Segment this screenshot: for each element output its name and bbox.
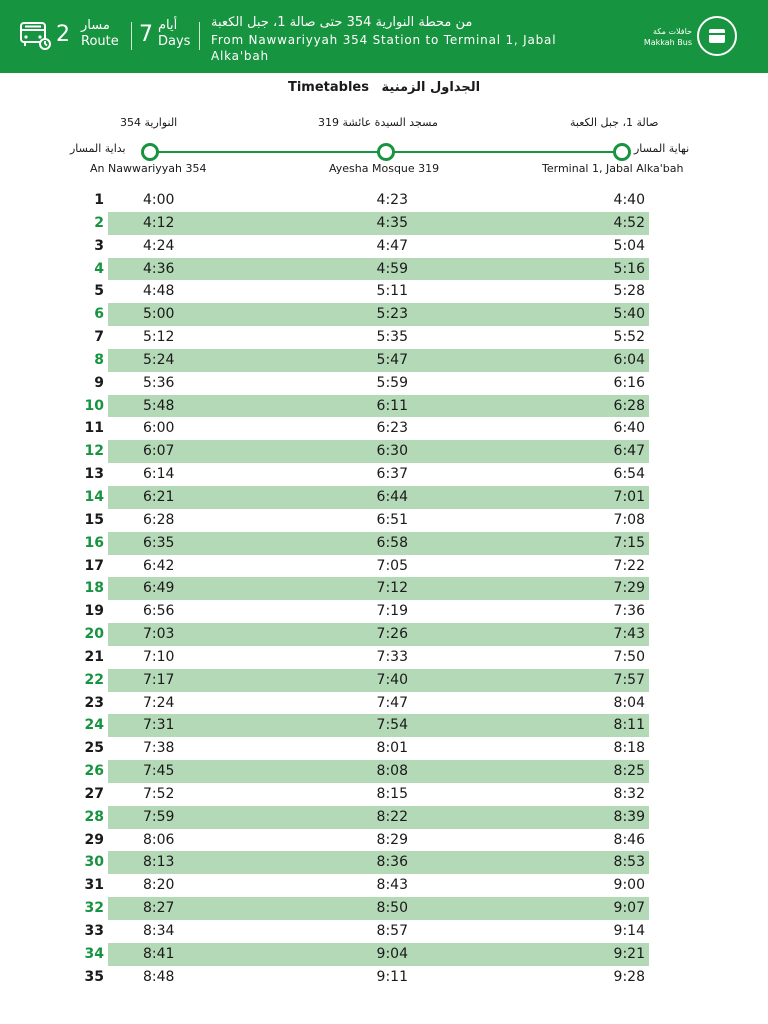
table-row — [0, 760, 768, 783]
time-middle-stop: 8:50 — [376, 900, 408, 917]
days-label-en: Days — [158, 34, 191, 49]
time-middle-stop: 5:11 — [376, 283, 408, 300]
time-start-stop: 7:17 — [143, 671, 175, 688]
time-start-stop: 4:00 — [143, 192, 175, 208]
time-end-stop: 9:00 — [613, 877, 645, 894]
table-row — [0, 303, 768, 326]
time-middle-stop: 8:29 — [376, 831, 408, 848]
route-label — [81, 18, 119, 50]
trip-number: 20 — [84, 626, 104, 643]
time-start-stop: 6:21 — [143, 488, 175, 505]
time-start-stop: 4:24 — [143, 237, 175, 254]
trip-number: 16 — [84, 534, 104, 551]
stop-marker — [141, 143, 159, 161]
time-start-stop: 8:41 — [143, 945, 175, 962]
time-end-stop: 7:43 — [613, 626, 645, 643]
days-label-ar: أيام — [158, 18, 178, 33]
time-start-stop: 5:12 — [143, 329, 175, 346]
table-row — [0, 235, 768, 258]
time-start-stop: 6:00 — [143, 420, 175, 437]
trip-number: 14 — [84, 488, 104, 505]
stop-marker — [377, 143, 395, 161]
trip-number: 28 — [84, 808, 104, 825]
time-end-stop: 5:16 — [613, 260, 645, 277]
header-bar — [0, 0, 768, 73]
time-middle-stop: 7:26 — [376, 626, 408, 643]
time-middle-stop: 4:23 — [376, 192, 408, 208]
time-start-stop: 8:27 — [143, 900, 175, 917]
table-row — [0, 555, 768, 578]
stop-name-ar: 319 مسجد السيدة عائشة — [318, 116, 438, 129]
table-row — [0, 258, 768, 281]
time-middle-stop: 4:59 — [376, 260, 408, 277]
trip-number: 18 — [84, 580, 104, 597]
brand-name — [644, 26, 692, 48]
stop-name-en: An Nawwariyyah 354 — [90, 162, 207, 175]
time-end-stop: 8:11 — [613, 717, 645, 734]
time-end-stop: 6:16 — [613, 374, 645, 391]
trip-number: 4 — [94, 260, 104, 277]
table-row — [0, 920, 768, 943]
table-row — [0, 783, 768, 806]
table-row — [0, 806, 768, 829]
stop-name-ar: صالة 1، جبل الكعبة — [570, 116, 659, 129]
time-end-stop: 7:29 — [613, 580, 645, 597]
time-middle-stop: 8:43 — [376, 877, 408, 894]
time-end-stop: 6:47 — [613, 443, 645, 460]
time-start-stop: 8:34 — [143, 923, 175, 939]
brand-name-en: Makkah Bus — [643, 38, 692, 47]
time-end-stop: 5:40 — [613, 306, 645, 323]
time-middle-stop: 4:35 — [376, 214, 408, 231]
trip-number: 17 — [84, 557, 104, 574]
table-row — [0, 829, 768, 852]
time-middle-stop: 6:37 — [376, 466, 408, 483]
time-start-stop: 7:31 — [143, 717, 175, 734]
time-end-stop: 7:22 — [613, 557, 645, 574]
trip-number: 3 — [94, 237, 104, 254]
time-end-stop: 8:18 — [613, 740, 645, 757]
brand-name-ar: حافلات مكة — [652, 27, 692, 36]
time-middle-stop: 7:40 — [376, 671, 408, 688]
time-start-stop: 5:36 — [143, 374, 175, 391]
time-end-stop: 9:07 — [613, 900, 645, 917]
time-middle-stop: 6:51 — [376, 511, 408, 528]
table-row — [0, 486, 768, 509]
time-end-stop: 8:39 — [613, 808, 645, 825]
time-end-stop: 7:36 — [613, 603, 645, 620]
trip-number: 21 — [84, 648, 104, 665]
header-divider — [199, 22, 200, 50]
page-title-en: Timetables — [287, 80, 369, 95]
time-start-stop: 4:48 — [143, 283, 175, 300]
table-row — [0, 463, 768, 486]
trip-number: 6 — [94, 306, 104, 323]
table-row — [0, 440, 768, 463]
time-start-stop: 8:06 — [143, 831, 175, 848]
time-middle-stop: 7:05 — [376, 557, 408, 574]
trip-number: 1 — [94, 192, 104, 208]
time-start-stop: 6:14 — [143, 466, 175, 483]
time-end-stop: 8:04 — [613, 694, 645, 711]
trip-number: 19 — [84, 603, 104, 620]
route-start-label: بداية المسار — [70, 142, 126, 155]
trip-number: 13 — [84, 466, 104, 483]
time-start-stop: 7:52 — [143, 785, 175, 802]
time-start-stop: 7:03 — [143, 626, 175, 643]
kaaba-logo-icon — [697, 16, 737, 56]
table-row — [0, 372, 768, 395]
table-row — [0, 897, 768, 920]
stop-name-en: Terminal 1, Jabal Alka'bah — [542, 162, 684, 175]
time-middle-stop: 5:59 — [376, 374, 408, 391]
route-end-label: نهاية المسار — [634, 142, 690, 155]
table-row — [0, 692, 768, 715]
route-number: 2 — [56, 22, 70, 47]
table-row — [0, 417, 768, 440]
time-middle-stop: 7:47 — [376, 694, 408, 711]
time-middle-stop: 7:12 — [376, 580, 408, 597]
header-divider — [131, 22, 132, 50]
trip-number: 25 — [84, 740, 104, 757]
time-middle-stop: 9:04 — [376, 945, 408, 962]
time-start-stop: 6:56 — [143, 603, 175, 620]
time-start-stop: 8:13 — [143, 854, 175, 871]
stop-name-ar: النوارية 354 — [120, 116, 178, 129]
time-end-stop: 5:52 — [613, 329, 645, 346]
trip-number: 27 — [84, 785, 104, 802]
time-end-stop: 6:04 — [613, 351, 645, 368]
time-middle-stop: 6:11 — [376, 397, 408, 414]
table-row — [0, 577, 768, 600]
table-row — [0, 714, 768, 737]
time-middle-stop: 7:54 — [376, 717, 408, 734]
table-row — [0, 646, 768, 669]
time-middle-stop: 8:01 — [376, 740, 408, 757]
time-end-stop: 7:15 — [613, 534, 645, 551]
time-start-stop: 7:24 — [143, 694, 175, 711]
time-end-stop: 9:28 — [613, 968, 645, 985]
time-end-stop: 4:40 — [613, 192, 645, 208]
time-end-stop: 6:54 — [613, 466, 645, 483]
trip-number: 8 — [94, 351, 104, 368]
time-end-stop: 6:28 — [613, 397, 645, 414]
days-number: 7 — [139, 22, 153, 47]
trip-number: 9 — [94, 374, 104, 391]
time-start-stop: 4:36 — [143, 260, 175, 277]
trip-number: 34 — [84, 945, 104, 962]
time-middle-stop: 6:44 — [376, 488, 408, 505]
stop-name-en: Ayesha Mosque 319 — [329, 162, 440, 175]
time-start-stop: 6:42 — [143, 557, 175, 574]
trip-number: 32 — [84, 900, 104, 917]
time-end-stop: 9:21 — [613, 945, 645, 962]
route-description-ar: من محطة النوارية 354 حتى صالة 1، جبل الكعبة — [211, 15, 473, 30]
table-row — [0, 737, 768, 760]
table-row — [0, 966, 768, 989]
time-middle-stop: 6:58 — [376, 534, 408, 551]
time-start-stop: 6:35 — [143, 534, 175, 551]
time-middle-stop: 8:15 — [376, 785, 408, 802]
bus-icon — [18, 20, 52, 52]
trip-number: 12 — [84, 443, 104, 460]
trip-number: 30 — [84, 854, 104, 871]
time-start-stop: 7:38 — [143, 740, 175, 757]
table-row — [0, 189, 768, 212]
trip-number: 33 — [84, 923, 104, 939]
time-start-stop: 6:49 — [143, 580, 175, 597]
time-start-stop: 6:28 — [143, 511, 175, 528]
table-row — [0, 349, 768, 372]
table-row — [0, 532, 768, 555]
route-label-ar: مسار — [81, 18, 110, 33]
trip-number: 26 — [84, 763, 104, 780]
stop-marker — [613, 143, 631, 161]
time-end-stop: 7:50 — [613, 648, 645, 665]
page-title — [0, 80, 768, 95]
route-description-en: From Nawwariyyah 354 Station to Terminal 1, Jabal Alka'bah — [211, 33, 557, 63]
time-middle-stop: 9:11 — [376, 968, 408, 985]
time-end-stop: 8:46 — [613, 831, 645, 848]
route-label-en: Route — [81, 34, 119, 49]
time-start-stop: 7:45 — [143, 763, 175, 780]
time-end-stop: 4:52 — [613, 214, 645, 231]
table-row — [0, 326, 768, 349]
time-middle-stop: 6:23 — [376, 420, 408, 437]
time-middle-stop: 6:30 — [376, 443, 408, 460]
trip-number: 2 — [94, 214, 104, 231]
time-end-stop: 8:53 — [613, 854, 645, 871]
time-middle-stop: 8:57 — [376, 923, 408, 939]
trip-number: 11 — [84, 420, 104, 437]
time-middle-stop: 5:47 — [376, 351, 408, 368]
table-row — [0, 943, 768, 966]
trip-number: 22 — [84, 671, 104, 688]
table-row — [0, 669, 768, 692]
time-end-stop: 9:14 — [613, 923, 645, 939]
trip-number: 24 — [84, 717, 104, 734]
trip-number: 15 — [84, 511, 104, 528]
table-row — [0, 600, 768, 623]
trip-number: 35 — [84, 968, 104, 985]
page-title-ar: الجداول الزمنية — [381, 80, 481, 95]
time-start-stop: 6:07 — [143, 443, 175, 460]
table-row — [0, 874, 768, 897]
time-middle-stop: 8:08 — [376, 763, 408, 780]
days-label — [158, 18, 190, 50]
trip-number: 7 — [94, 329, 104, 346]
timetable — [0, 189, 768, 989]
trip-number: 5 — [94, 283, 104, 300]
trip-number: 31 — [84, 877, 104, 894]
time-start-stop: 4:12 — [143, 214, 175, 231]
time-middle-stop: 8:22 — [376, 808, 408, 825]
time-middle-stop: 4:47 — [376, 237, 408, 254]
trip-number: 10 — [84, 397, 104, 414]
time-end-stop: 7:08 — [613, 511, 645, 528]
time-middle-stop: 7:19 — [376, 603, 408, 620]
table-row — [0, 395, 768, 418]
time-end-stop: 7:57 — [613, 671, 645, 688]
table-row — [0, 623, 768, 646]
time-middle-stop: 8:36 — [376, 854, 408, 871]
time-end-stop: 8:25 — [613, 763, 645, 780]
table-row — [0, 851, 768, 874]
table-row — [0, 212, 768, 235]
time-start-stop: 5:00 — [143, 306, 175, 323]
time-start-stop: 7:59 — [143, 808, 175, 825]
time-end-stop: 8:32 — [613, 785, 645, 802]
time-end-stop: 5:04 — [613, 237, 645, 254]
trip-number: 29 — [84, 831, 104, 848]
time-start-stop: 8:20 — [143, 877, 175, 894]
time-end-stop: 5:28 — [613, 283, 645, 300]
time-end-stop: 6:40 — [613, 420, 645, 437]
table-row — [0, 280, 768, 303]
time-end-stop: 7:01 — [613, 488, 645, 505]
time-start-stop: 7:10 — [143, 648, 175, 665]
table-row — [0, 509, 768, 532]
time-start-stop: 5:24 — [143, 351, 175, 368]
time-start-stop: 8:48 — [143, 968, 175, 985]
time-middle-stop: 5:23 — [376, 306, 408, 323]
time-start-stop: 5:48 — [143, 397, 175, 414]
time-middle-stop: 5:35 — [376, 329, 408, 346]
time-middle-stop: 7:33 — [376, 648, 408, 665]
trip-number: 23 — [84, 694, 104, 711]
